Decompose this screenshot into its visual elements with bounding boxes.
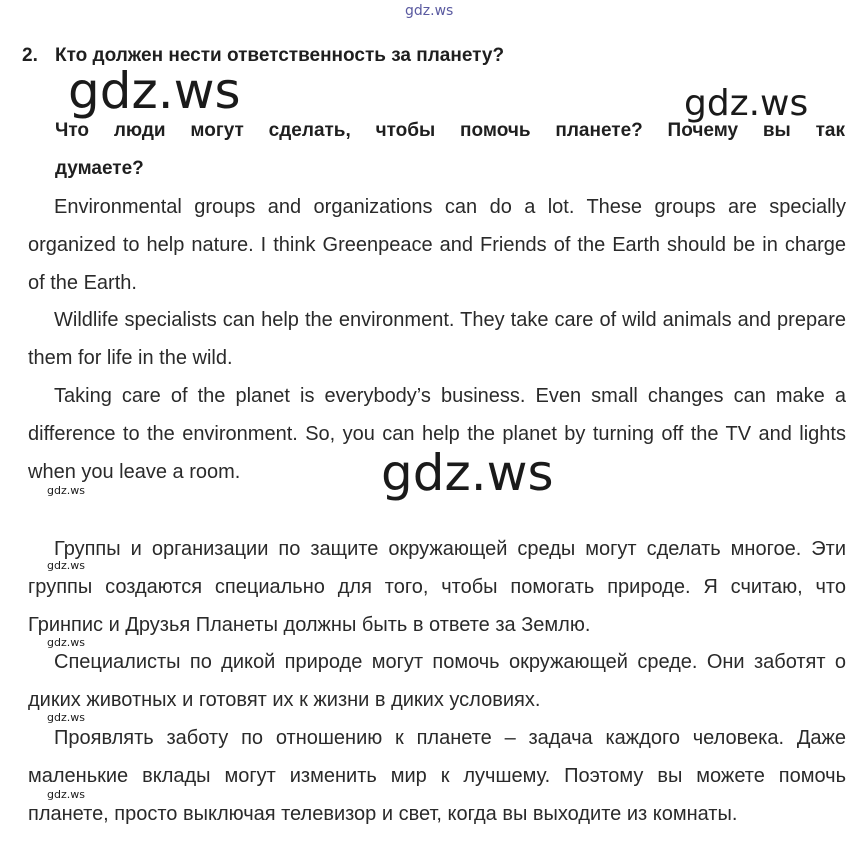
answer-en-paragraph-2: Wildlife specialists can help the environment. They take care of wild animals and prepare them for life in the wild. — [28, 309, 846, 369]
watermark-large-2: gdz.ws — [684, 83, 809, 124]
answer-ru-paragraph-1: Группы и организации по защите окружающей среды могут сделать многое. Эти группы создаются специально для того, чтобы помогать природе. Я считаю, что Гринпис и Друзья Планеты должны быть в ответе за Землю. — [28, 538, 846, 636]
question-line-3: думаете? — [55, 158, 144, 179]
watermark-large-1: gdz.ws — [68, 62, 241, 120]
answer-ru-paragraph-3: Проявлять заботу по отношению к планете – задача каждого человека. Даже маленькие вклады могут изменить мир к лучшему. Поэтому вы можете помочь планете, просто выключая телевизор и свет, когда вы выходите из комнаты. — [28, 727, 846, 825]
watermark-small-5: gdz.ws — [47, 788, 85, 801]
answer-en-paragraph-3: Taking care of the planet is everybody’s business. Even small changes can make a difference to the environment. So, you can help the planet by turning off the TV and lights when you leave a room. — [28, 385, 846, 483]
watermark-top: gdz.ws — [405, 3, 454, 19]
watermark-small-2: gdz.ws — [47, 559, 85, 572]
watermark-small-3: gdz.ws — [47, 636, 85, 649]
watermark-small-4: gdz.ws — [47, 711, 85, 724]
question-line-2: Что люди могут сделать, чтобы помочь планете? Почему вы так — [55, 120, 845, 141]
task-number: 2. — [22, 45, 38, 66]
question-line-1: Кто должен нести ответственность за планету? — [55, 45, 505, 66]
watermark-large-3: gdz.ws — [381, 444, 554, 502]
watermark-small-1: gdz.ws — [47, 484, 85, 497]
answer-en-paragraph-1: Environmental groups and organizations can do a lot. These groups are specially organized to help nature. I think Greenpeace and Friends of the Earth should be in charge of the Earth. — [28, 196, 846, 294]
answer-ru-paragraph-2: Специалисты по дикой природе могут помочь окружающей среде. Они заботят о диких животных и готовят их к жизни в диких условиях. — [28, 651, 846, 711]
